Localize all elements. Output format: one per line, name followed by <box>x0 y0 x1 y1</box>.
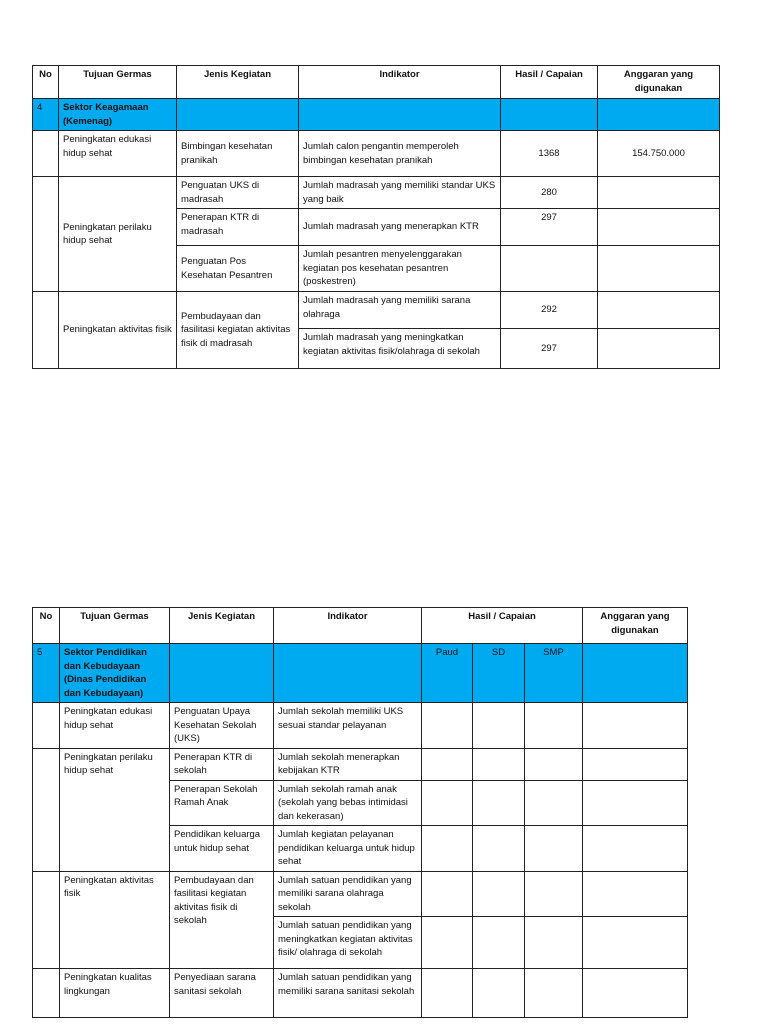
header-tujuan: Tujuan Germas <box>60 608 170 644</box>
cell-kegiatan: Penerapan KTR di madrasah <box>177 209 299 246</box>
table-header-row <box>33 66 720 99</box>
cell-kegiatan: Penguatan Upaya Kesehatan Sekolah (UKS) <box>170 703 274 749</box>
cell-tujuan: Peningkatan edukasi hidup sehat <box>59 131 177 177</box>
section-row <box>33 644 688 703</box>
cell-tujuan: Peningkatan aktivitas fisik <box>60 871 170 969</box>
header-anggaran: Anggaran yang digunakan <box>598 66 720 99</box>
cell-hasil: 297 <box>501 329 598 369</box>
cell-indikator: Jumlah sekolah menerapkan kebijakan KTR <box>274 748 422 780</box>
subheader-sd: SD <box>473 644 525 703</box>
cell-tujuan: Peningkatan edukasi hidup sehat <box>60 703 170 749</box>
cell-kegiatan: Penerapan KTR di sekolah <box>170 748 274 780</box>
section-row <box>33 99 720 131</box>
header-tujuan: Tujuan Germas <box>59 66 177 99</box>
header-hasil: Hasil / Capaian <box>422 608 583 644</box>
cell-kegiatan: Pendidikan keluarga untuk hidup sehat <box>170 826 274 872</box>
header-anggaran: Anggaran yang digunakan <box>583 608 688 644</box>
cell-hasil: 292 <box>501 292 598 329</box>
cell-indikator: Jumlah madrasah yang memiliki standar UKS yang baik <box>299 177 501 209</box>
cell-tujuan: Peningkatan perilaku hidup sehat <box>59 177 177 292</box>
header-jenis-kegiatan: Jenis Kegiatan <box>177 66 299 99</box>
cell-indikator: Jumlah pesantren menyelenggarakan kegiatan pos kesehatan pesantren (poskestren) <box>299 246 501 292</box>
cell-hasil <box>501 246 598 292</box>
table-row <box>33 131 720 177</box>
header-indikator: Indikator <box>299 66 501 99</box>
header-no: No <box>33 66 59 99</box>
section-no: 4 <box>33 99 59 131</box>
cell-indikator: Jumlah madrasah yang meningkatkan kegiatan aktivitas fisik/olahraga di sekolah <box>299 329 501 369</box>
cell-kegiatan: Penerapan Sekolah Ramah Anak <box>170 780 274 826</box>
cell-tujuan: Peningkatan kualitas lingkungan <box>60 969 170 1018</box>
header-jenis-kegiatan: Jenis Kegiatan <box>170 608 274 644</box>
table-kemenag <box>32 65 720 369</box>
table-row <box>33 703 688 749</box>
cell-indikator: Jumlah madrasah yang memiliki sarana olahraga <box>299 292 501 329</box>
table-row <box>33 748 688 780</box>
cell-indikator: Jumlah kegiatan pelayanan pendidikan keluarga untuk hidup sehat <box>274 826 422 872</box>
table-pendidikan <box>32 607 688 1018</box>
section-title: Sektor Keagamaan (Kemenag) <box>59 99 177 131</box>
header-indikator: Indikator <box>274 608 422 644</box>
cell-tujuan: Peningkatan aktivitas fisik <box>59 292 177 369</box>
cell-indikator: Jumlah satuan pendidikan yang meningkatkan kegiatan aktivitas fisik/ olahraga di sekolah <box>274 917 422 969</box>
header-hasil: Hasil / Capaian <box>501 66 598 99</box>
table-row <box>33 871 688 917</box>
cell-hasil: 280 <box>501 177 598 209</box>
subheader-paud: Paud <box>422 644 473 703</box>
cell-indikator: Jumlah satuan pendidikan yang memiliki sarana olahraga sekolah <box>274 871 422 917</box>
cell-kegiatan: Pembudayaan dan fasilitasi kegiatan aktivitas fisik di sekolah <box>170 871 274 969</box>
cell-indikator: Jumlah calon pengantin memperoleh bimbingan kesehatan pranikah <box>299 131 501 177</box>
cell-indikator: Jumlah sekolah ramah anak (sekolah yang bebas intimidasi dan kekerasan) <box>274 780 422 826</box>
cell-indikator: Jumlah madrasah yang menerapkan KTR <box>299 209 501 246</box>
table-row <box>33 292 720 329</box>
cell-kegiatan: Penguatan UKS di madrasah <box>177 177 299 209</box>
table-row <box>33 177 720 209</box>
cell-indikator: Jumlah sekolah memiliki UKS sesuai standar pelayanan <box>274 703 422 749</box>
subheader-smp: SMP <box>525 644 583 703</box>
cell-kegiatan: Penguatan Pos Kesehatan Pesantren <box>177 246 299 292</box>
table-header-row <box>33 608 688 644</box>
cell-kegiatan: Bimbingan kesehatan pranikah <box>177 131 299 177</box>
cell-kegiatan: Penyediaan sarana sanitasi sekolah <box>170 969 274 1018</box>
section-no: 5 <box>33 644 60 703</box>
cell-hasil: 1368 <box>501 131 598 177</box>
table-row <box>33 969 688 1018</box>
header-no: No <box>33 608 60 644</box>
cell-tujuan: Peningkatan perilaku hidup sehat <box>60 748 170 871</box>
cell-kegiatan: Pembudayaan dan fasilitasi kegiatan aktivitas fisik di madrasah <box>177 292 299 369</box>
cell-indikator: Jumlah satuan pendidikan yang memiliki sarana sanitasi sekolah <box>274 969 422 1018</box>
cell-hasil: 297 <box>501 209 598 246</box>
section-title: Sektor Pendidikan dan Kebudayaan (Dinas Pendidikan dan Kebudayaan) <box>60 644 170 703</box>
cell-anggaran: 154.750.000 <box>598 131 720 177</box>
